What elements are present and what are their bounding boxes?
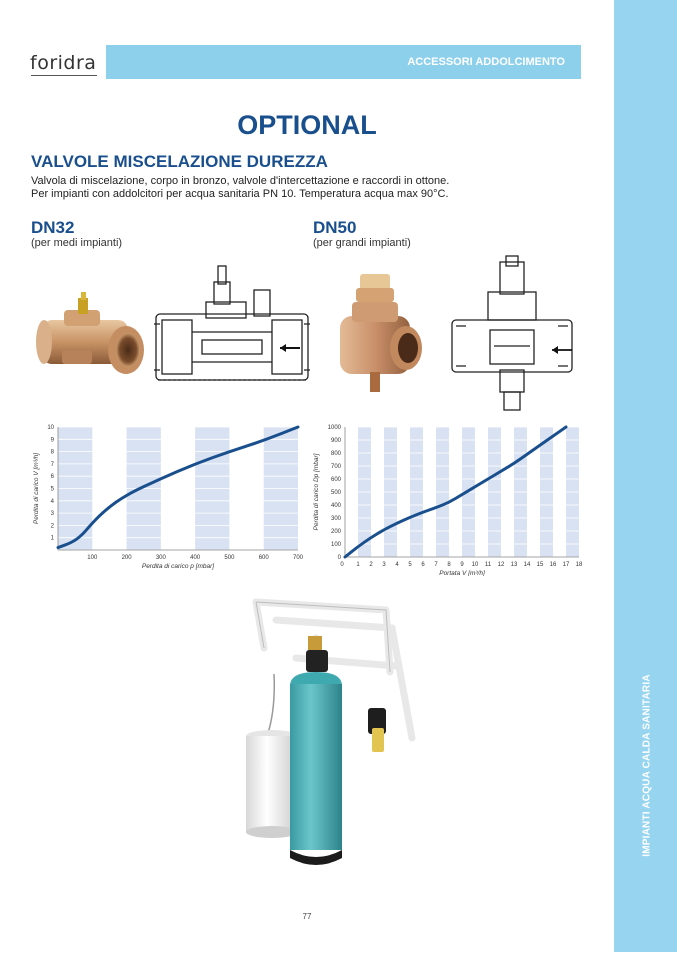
chart-x-tick-label: 100 xyxy=(87,555,98,561)
chart-x-tick-label: 600 xyxy=(258,555,269,561)
section-header-bar xyxy=(106,45,581,79)
chart-y-axis-label: Perdita di carico V [m³/h] xyxy=(33,452,40,525)
description xyxy=(31,175,449,201)
page-title: OPTIONAL xyxy=(237,110,377,140)
brand-logo: foridra xyxy=(30,52,97,74)
chart-y-tick-label: 9 xyxy=(50,437,54,444)
chart-dn32 xyxy=(30,420,310,581)
section-header-label: ACCESSORI ADDOLCIMENTO xyxy=(407,56,565,68)
chart-x-tick-label: 300 xyxy=(155,555,166,561)
chart-x-tick-label: 0 xyxy=(340,562,344,568)
dn50-valve-photo xyxy=(330,272,422,396)
chart-x-tick-label: 400 xyxy=(190,555,201,561)
chart-x-tick-label: 700 xyxy=(292,555,304,561)
chart-y-tick-label: 200 xyxy=(330,529,341,535)
chart-x-tick-label: 10 xyxy=(471,562,479,568)
chart-y-tick-label: 3 xyxy=(50,511,54,518)
section-subtitle: VALVOLE MISCELAZIONE DUREZZA xyxy=(31,152,328,171)
chart-dn50 xyxy=(313,420,593,581)
chart-y-tick-label: 0 xyxy=(337,555,341,561)
dn50-section-drawing xyxy=(448,254,576,414)
chart-x-tick-label: 18 xyxy=(575,562,583,568)
chart-x-axis-label: Perdita di carico p [mbar] xyxy=(141,563,215,570)
chart-y-axis-label: Perdita di carico Dp [mbar] xyxy=(313,453,320,531)
chart-x-tick-label: 11 xyxy=(484,562,492,568)
chart-x-tick-label: 9 xyxy=(460,562,464,568)
chart-x-tick-label: 15 xyxy=(536,562,544,568)
side-tab-gap xyxy=(614,952,677,959)
chart-x-tick-label: 200 xyxy=(121,555,132,561)
chart-x-tick-label: 13 xyxy=(510,562,518,568)
chart-y-tick-label: 10 xyxy=(47,425,54,431)
chart-y-tick-label: 400 xyxy=(330,503,341,509)
chart-x-tick-label: 6 xyxy=(421,562,425,568)
chart-y-tick-label: 8 xyxy=(50,449,54,456)
chart-y-tick-label: 500 xyxy=(330,490,341,496)
description-line-1: Valvola di miscelazione, corpo in bronzo, valvole d'intercettazione e raccordi in ottone. xyxy=(31,175,450,187)
chart-x-tick-label: 16 xyxy=(549,562,557,568)
chart-y-tick-label: 6 xyxy=(50,474,54,481)
dn50-heading: DN50 xyxy=(313,218,357,237)
chart-x-axis-label: Portata V [m³/h] xyxy=(439,570,485,576)
page-number: 77 xyxy=(302,912,312,921)
chart-series-line xyxy=(58,427,298,548)
chart-x-tick-label: 4 xyxy=(395,562,399,568)
chart-x-tick-label: 2 xyxy=(369,562,373,568)
dn32-section-drawing xyxy=(154,262,312,386)
chart-x-tick-label: 8 xyxy=(447,562,451,568)
chart-y-tick-label: 2 xyxy=(50,523,54,530)
chart-y-tick-label: 100 xyxy=(330,542,341,548)
chart-y-tick-label: 4 xyxy=(50,498,54,505)
dn32-note: (per medi impianti) xyxy=(31,237,123,249)
chart-y-tick-label: 600 xyxy=(330,477,341,483)
chart-y-tick-label: 1 xyxy=(50,535,54,542)
chart-dn50-svg xyxy=(313,420,593,576)
softener-system-illustration xyxy=(236,588,436,872)
side-tab-label: IMPIANTI ACQUA CALDA SANITARIA xyxy=(641,674,653,857)
dn32-heading: DN32 xyxy=(31,218,75,237)
chart-x-tick-label: 7 xyxy=(434,562,438,568)
chart-y-tick-label: 700 xyxy=(330,464,341,470)
chart-x-tick-label: 12 xyxy=(497,562,505,568)
chart-y-tick-label: 800 xyxy=(330,451,341,457)
chart-x-tick-label: 1 xyxy=(356,562,360,568)
logo-underline xyxy=(31,75,97,76)
description-line-2: Per impianti con addolcitori per acqua sanitaria PN 10. Temperatura acqua max 90°C. xyxy=(31,188,449,200)
chart-x-tick-label: 14 xyxy=(523,562,531,568)
chart-y-tick-label: 7 xyxy=(50,461,54,468)
chart-y-tick-label: 300 xyxy=(330,516,341,522)
chart-y-tick-label: 5 xyxy=(50,486,54,493)
chart-y-tick-label: 900 xyxy=(330,438,341,444)
chart-x-tick-label: 3 xyxy=(382,562,386,568)
chart-dn32-svg xyxy=(30,420,310,576)
chart-x-tick-label: 5 xyxy=(408,562,412,568)
chart-x-tick-label: 500 xyxy=(224,555,235,561)
chart-y-tick-label: 1000 xyxy=(327,425,341,431)
dn50-note: (per grandi impianti) xyxy=(313,237,411,249)
dn32-valve-photo xyxy=(34,292,146,382)
chart-x-tick-label: 17 xyxy=(562,562,570,568)
